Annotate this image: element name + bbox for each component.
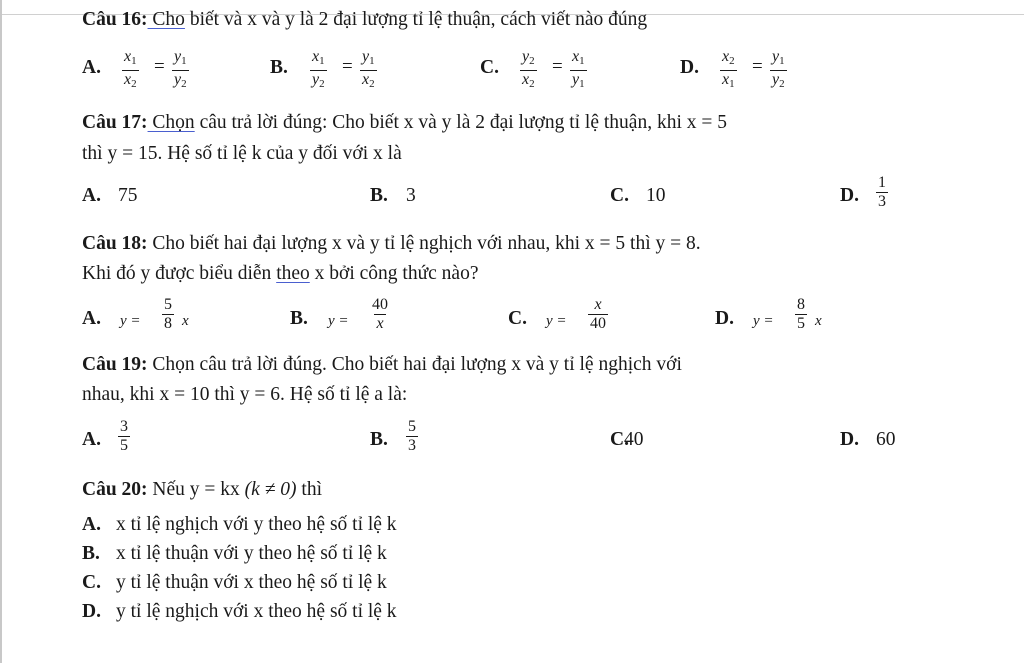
q17-option-label: C. [610,185,629,206]
q18-option-fraction-denominator: 5 [797,315,805,332]
q17-option-label: D. [840,185,859,206]
q17-line2: thì y = 15. Hệ số tỉ lệ k của y đối với x là [82,143,402,164]
q16-option-left-fraction [122,48,139,93]
q19-option-fraction-denominator: 3 [408,437,416,454]
q16-option-left-fraction-denominator: $y_2$ [310,70,327,93]
q17-line1-text: câu trả lời đúng: Cho biết x và y là 2 đại lượng tỉ lệ thuận, khi x = 5 [194,112,727,133]
q18-line2u: theo [276,263,310,284]
page-left-border [0,0,2,663]
q16-option-right-fraction [360,48,377,93]
q18-option-fraction-denominator: x [376,315,384,332]
q19-option-fraction [406,418,418,455]
q19-option-label: B. [370,429,388,450]
q18-line2a: Khi đó y được biểu diễn [82,263,277,284]
q18-option-fraction [162,296,174,333]
q19-option-label: A. [82,429,101,450]
q16-option-left-fraction-numerator: $y_2$ [522,48,535,67]
q16-option-equals: = [752,56,763,77]
q18-option-fraction [795,296,807,333]
q20-line1 [82,478,322,502]
q16-option-left-fraction [310,48,327,93]
q20-option-label: A. [82,514,101,535]
q16-option-equals: = [154,56,165,77]
q17-option-value: 3 [406,185,416,206]
q16-underlined: Cho [147,9,185,30]
q18-line1-text: Cho biết hai đại lượng x và y tỉ lệ nghịch với nhau, khi x = 5 thì y = 8. [147,233,701,254]
q16-option-right-fraction-denominator: $y_1$ [570,70,587,93]
q20-condition: (k ≠ 0) [244,479,297,500]
q16-prefix: Câu 16: [82,9,148,30]
q16-option-right-fraction-denominator: $x_2$ [360,70,377,93]
q18-prefix: Câu 18: [82,233,148,254]
q18-option-fraction-denominator: 40 [590,315,606,332]
q18-option-label: D. [715,308,734,329]
q16-option-left-fraction-denominator: $x_2$ [520,70,537,93]
q16-body: biết và x và y là 2 đại lượng tỉ lệ thuận, cách viết nào đúng [184,9,648,30]
q19-prefix: Câu 19: [82,354,148,375]
q16-text [82,8,647,32]
q16-option-left-fraction-denominator: $x_1$ [720,70,737,93]
q19-option-fraction [118,418,130,455]
q18-option-fraction-denominator: 8 [164,315,172,332]
q18-option-lhs: y = [753,313,774,329]
q17-option-value: 75 [118,185,138,206]
q16-option-right-fraction-numerator: $y_1$ [174,48,187,67]
q17-prefix: Câu 17: [82,112,148,133]
q17-line1 [82,111,727,135]
q18-line2b: x bởi công thức nào? [309,263,479,284]
q18-option-label: A. [82,308,101,329]
q18-option-fraction [370,296,390,333]
q20-option-text: x tỉ lệ nghịch với y theo hệ số tỉ lệ k [116,514,397,535]
q16-option-left-fraction [520,48,537,93]
q20-option-label: D. [82,601,101,622]
q18-option-post: x [182,313,189,329]
q16-option-label: B. [270,57,288,78]
q18-option-lhs: y = [328,313,349,329]
q17-option-label: A. [82,185,101,206]
q16-option-equals: = [552,56,563,77]
q16-option-equals: = [342,56,353,77]
q16-option-left-fraction-denominator: $x_2$ [122,70,139,93]
q19-option-value: 60 [876,429,896,450]
q18-option-fraction-numerator: 8 [797,296,805,313]
q16-option-right-fraction [172,48,189,93]
q18-option-label: B. [290,308,308,329]
q18-option-lhs: y = [120,313,141,329]
q19-option-fraction-numerator: 3 [120,418,128,435]
q20-option-text: y tỉ lệ thuận với x theo hệ số tỉ lệ k [116,572,387,593]
q19-option-label: C. [610,429,629,450]
q19-option-label: D. [840,429,859,450]
q16-option-left-fraction-numerator: $x_1$ [312,48,325,67]
q16-option-left-fraction [720,48,737,93]
q19-option-fraction-numerator: 5 [408,418,416,435]
q16-option-label: C. [480,57,499,78]
q18-option-fraction-numerator: x [594,296,602,313]
q16-option-right-fraction [570,48,587,93]
q18-option-lhs: y = [546,313,567,329]
q17-option-fraction-numerator: 1 [878,174,886,191]
q19-line1 [82,353,682,377]
q16-option-left-fraction-numerator: $x_1$ [124,48,137,67]
q18-option-fraction [588,296,608,333]
q20-text: Nếu y = kx [147,479,240,500]
q18-line1 [82,232,701,256]
q16-option-label: D. [680,57,699,78]
q17-option-label: B. [370,185,388,206]
q19-line2: nhau, khi x = 10 thì y = 6. Hệ số tỉ lệ a là: [82,384,408,405]
q20-prefix: Câu 20: [82,479,148,500]
q18-line2 [82,262,478,286]
q18-option-post: x [815,313,822,329]
q20-option-text: x tỉ lệ thuận với y theo hệ số tỉ lệ k [116,543,387,564]
q16-option-left-fraction-numerator: $x_2$ [722,48,735,67]
q17-option-fraction-denominator: 3 [878,193,886,210]
q18-option-label: C. [508,308,527,329]
q19-option-fraction-denominator: 5 [120,437,128,454]
q18-option-fraction-numerator: 5 [164,296,172,313]
q16-option-right-fraction [770,48,787,93]
q16-option-right-fraction-numerator: $x_1$ [572,48,585,67]
q20-option-text: y tỉ lệ nghịch với x theo hệ số tỉ lệ k [116,601,397,622]
q18-option-fraction-numerator: 40 [372,296,388,313]
q16-option-right-fraction-denominator: $y_2$ [172,70,189,93]
q16-option-right-fraction-numerator: $y_1$ [362,48,375,67]
q17-option-value: 10 [646,185,666,206]
q16-option-right-fraction-denominator: $y_2$ [770,70,787,93]
q17-underlined: Chọn [147,112,195,133]
q17-option-fraction [876,174,888,211]
q19-line1-text: Chọn câu trả lời đúng. Cho biết hai đại lượng x và y tỉ lệ nghịch với [147,354,682,375]
q16-option-label: A. [82,57,101,78]
q20-option-label: C. [82,572,101,593]
q20-option-label: B. [82,543,100,564]
q20-text2: thì [296,479,322,500]
q19-option-value: 40 [624,429,644,450]
q16-option-right-fraction-numerator: $y_1$ [772,48,785,67]
